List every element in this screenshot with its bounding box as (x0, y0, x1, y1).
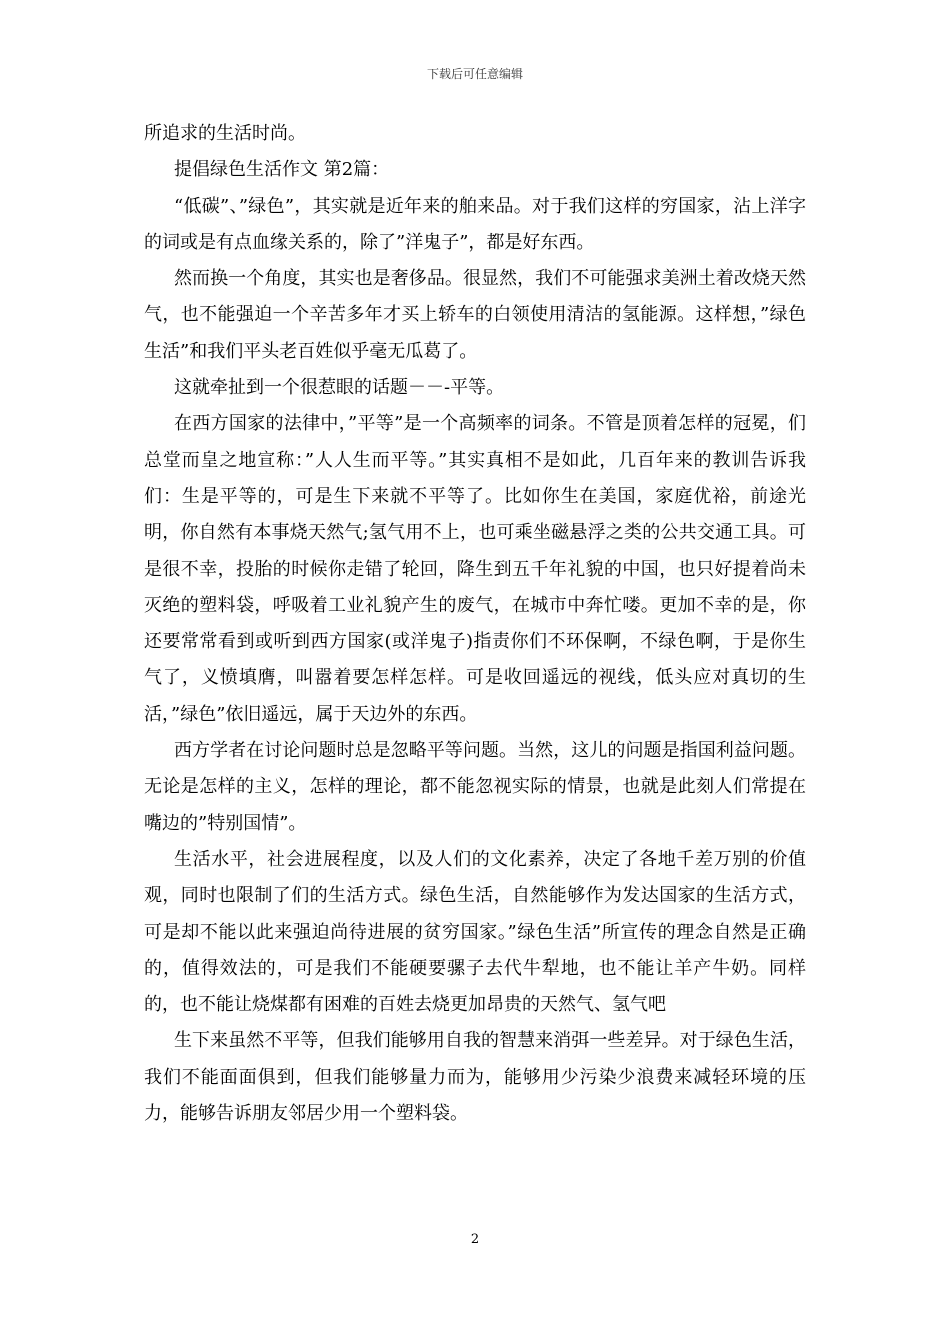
paragraph-3: “低碳”、”绿色”，其实就是近年来的舶来品。对于我们这样的穷国家，沾上洋字的词或是有点血缘关系的，除了”洋鬼子”，都是好东西。 (144, 195, 806, 253)
paragraph-1: 所追求的生活时尚。 (144, 123, 306, 144)
paragraph-8: 生活水平，社会进展程度，以及人们的文化素养，决定了各地千差万别的价值观，同时也限制了们的生活方式。绿色生活，自然能够作为发达国家的生活方式，可是却不能以此来强迫尚待进展的贫穷国家。”绿色生活”所宣传的理念自然是正确的，值得效法的，可是我们不能硬要骡子去代牛犁地，也不能让羊产牛奶。同样的，也不能让烧煤都有困难的百姓去烧更加昂贵的天然气、氢气吧 (144, 848, 806, 1016)
paragraph-7: 西方学者在讨论问题时总是忽略平等问题。当然，这儿的问题是指国利益问题。无论是怎样的主义，怎样的理论，都不能忽视实际的情景，也就是此刻人们常提在嘴边的”特别国情”。 (144, 740, 806, 834)
paragraph-9: 生下来虽然不平等，但我们能够用自我的智慧来消弭一些差异。对于绿色生活，我们不能面面俱到，但我们能够量力而为，能够用少污染少浪费来减轻环境的压力，能够告诉朋友邻居少用一个塑料袋。 (144, 1030, 806, 1125)
paragraph-5: 这就牵扯到一个很惹眼的话题－－-平等。 (174, 377, 505, 399)
page-header: 下载后可任意编辑 (426, 67, 523, 81)
page-number: 2 (470, 1232, 480, 1247)
document-body (144, 116, 806, 1132)
paragraph-4: 然而换一个角度，其实也是奢侈品。很显然，我们不可能强求美洲土着改烧天然气，也不能强迫一个辛苦多年才买上轿车的白领使用清洁的氢能源。这样想，”绿色生活”和我们平头老百姓似乎毫无瓜葛了。 (144, 268, 806, 362)
paragraph-6: 在西方国家的法律中，”平等”是一个高频率的词条。不管是顶着怎样的冠冕，们总堂而皇之地宣称：”人人生而平等。”其实真相不是如此，几百年来的教训告诉我们：生是平等的，可是生下来就不平等了。比如你生在美国，家庭优裕，前途光明，你自然有本事烧天然气;氢气用不上，也可乘坐磁悬浮之类的公共交通工具。可是很不幸，投胎的时候你走错了轮回，降生到五千年礼貌的中国，也只好提着尚未灭绝的塑料袋，呼吸着工业礼貌产生的废气，在城市中奔忙喽。更加不幸的是，你还要常常看到或听到西方国家(或洋鬼子)指责你们不环保啊，不绿色啊，于是你生气了，义愤填膺，叫嚣着要怎样怎样。可是收回遥远的视线，低头应对真切的生活，”绿色”依旧遥远，属于天边外的东西。 (144, 413, 806, 725)
paragraph-2-section-title: 提倡绿色生活作文 第2篇： (174, 159, 390, 181)
